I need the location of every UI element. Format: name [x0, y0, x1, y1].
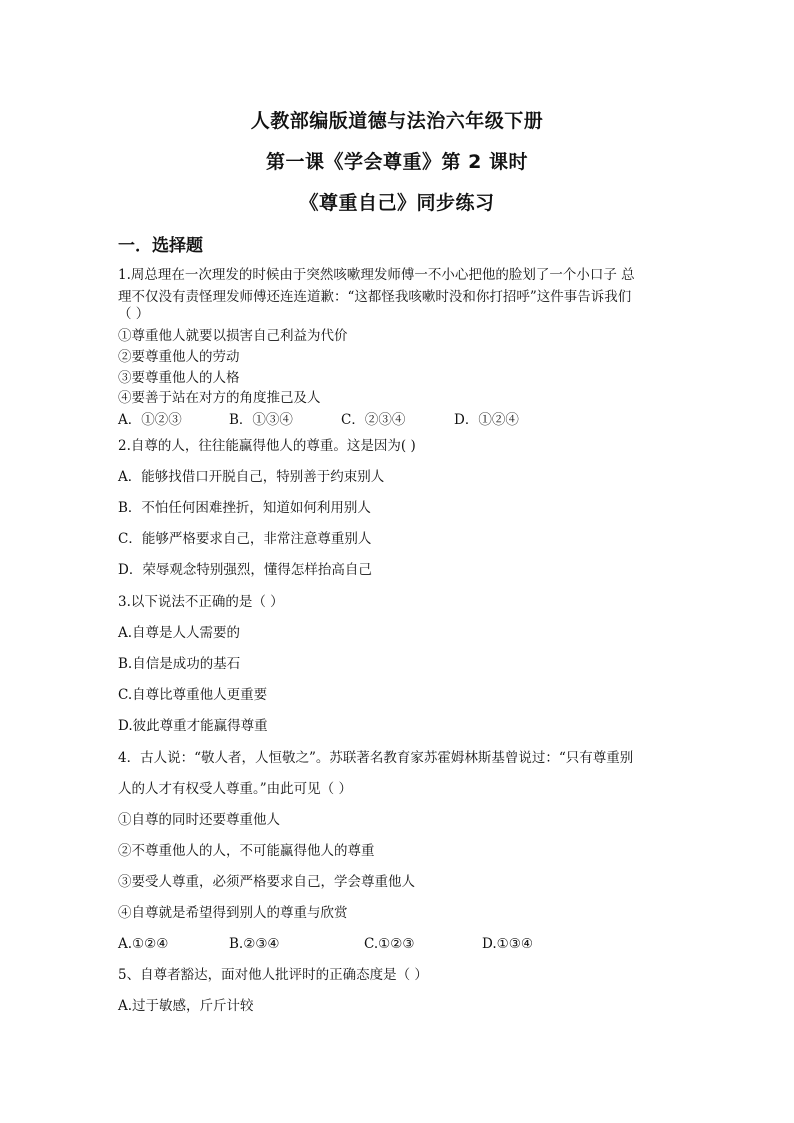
question-3-option-b: B.自信是成功的基石 — [118, 656, 241, 672]
question-2-option-d: D．荣辱观念特别强烈，懂得怎样抬高自己 — [118, 562, 372, 578]
question-4-item-4: ④自尊就是希望得到别人的尊重与欣赏 — [118, 905, 348, 921]
question-4-option-c: C.①②③ — [364, 936, 415, 952]
question-4-option-a: A.①②④ — [118, 936, 169, 952]
question-1-option-d: D．①②④ — [454, 412, 519, 428]
section-heading: 一．选择题 — [118, 236, 203, 256]
question-4-item-1: ①自尊的同时还要尊重他人 — [118, 812, 280, 828]
document-lesson-title: 《尊重自己》同步练习 — [299, 192, 495, 214]
question-2-stem: 2.自尊的人，往往能赢得他人的尊重。这是因为( ) — [118, 438, 416, 454]
question-4-item-2: ②不尊重他人的人，不可能赢得他人的尊重 — [118, 843, 375, 859]
question-1-blank: （ ） — [118, 306, 150, 322]
question-3-option-d: D.彼此尊重才能赢得尊重 — [118, 718, 268, 734]
question-4-item-3: ③要受人尊重，必须严格要求自己，学会尊重他人 — [118, 874, 415, 890]
question-1-option-a: A．①②③ — [118, 412, 182, 428]
question-2-option-b: B．不怕任何困难挫折，知道如何利用别人 — [118, 500, 371, 516]
question-3-option-a: A.自尊是人人需要的 — [118, 625, 241, 641]
question-2-option-a: A．能够找借口开脱自己，特别善于约束别人 — [118, 469, 385, 485]
question-1-item-3: ③要尊重他人的人格 — [118, 370, 240, 386]
question-5-option-a: A.过于敏感，斤斤计较 — [118, 998, 254, 1014]
question-1-option-b: B．①③④ — [229, 412, 293, 428]
question-3-option-c: C.自尊比尊重他人更重要 — [118, 687, 268, 703]
question-1-item-2: ②要尊重他人的劳动 — [118, 349, 240, 365]
document-subtitle: 第一课《学会尊重》第 2 课时 — [266, 151, 528, 173]
question-1-stem-line2: 理不仅没有责怪理发师傅还连连道歉：“这都怪我咳嗽时没和你打招呼”这件事告诉我们 — [118, 289, 632, 305]
question-5-stem: 5、自尊者豁达，面对他人批评时的正确态度是（ ） — [118, 967, 428, 983]
question-3-stem: 3.以下说法不正确的是（ ） — [118, 594, 284, 610]
question-1-stem-line1: 1.周总理在一次理发的时候由于突然咳嗽理发师傅一不小心把他的脸划了一个小口子 总 — [118, 267, 635, 283]
question-4-option-b: B.②③④ — [229, 936, 280, 952]
document-title: 人教部编版道德与法治六年级下册 — [250, 110, 544, 132]
question-1-option-c: C．②③④ — [341, 412, 406, 428]
question-2-option-c: C．能够严格要求自己，非常注意尊重别人 — [118, 531, 372, 547]
question-4-stem-line1: 4．古人说：“敬人者，人恒敬之”。苏联著名教育家苏霍姆林斯基曾说过：“只有尊重别 — [118, 750, 634, 766]
question-1-item-4: ④要善于站在对方的角度推己及人 — [118, 390, 321, 406]
question-4-option-d: D.①③④ — [482, 936, 533, 952]
question-4-stem-line2: 人的人才有权受人尊重。”由此可见（ ） — [118, 781, 352, 797]
question-1-item-1: ①尊重他人就要以损害自己利益为代价 — [118, 328, 348, 344]
